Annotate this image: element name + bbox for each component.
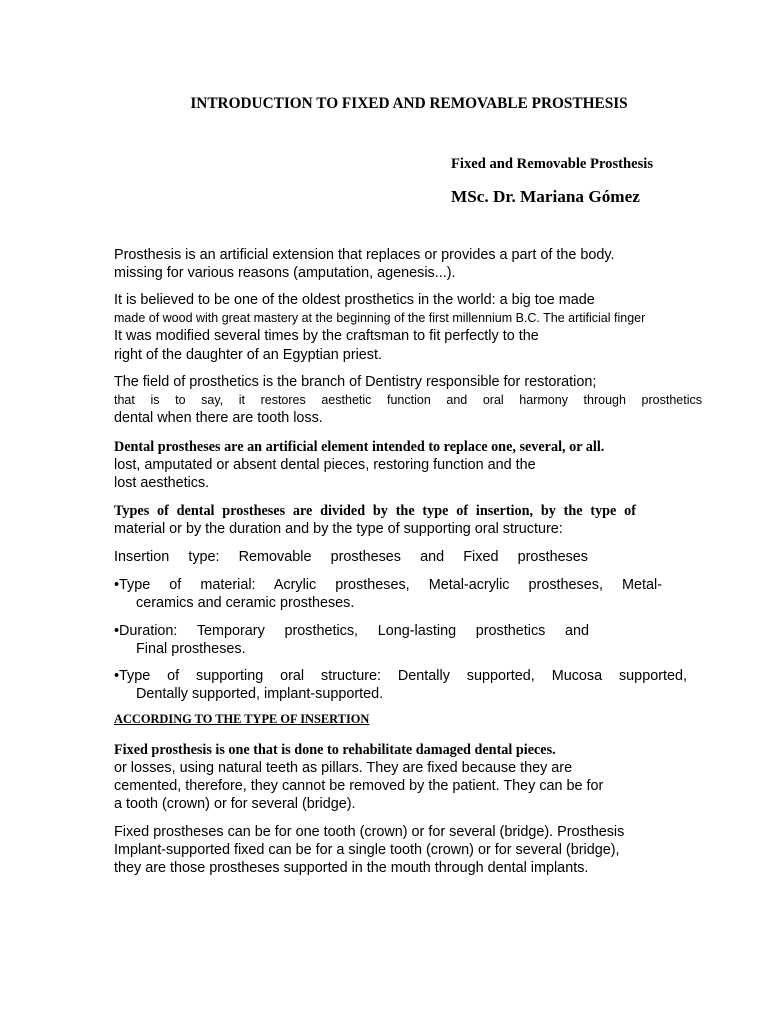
paragraph-lead-sentence: Fixed prosthesis is one that is done to rehabilitate damaged dental pieces. <box>114 742 556 758</box>
paragraph-line: The field of prosthetics is the branch of Dentistry responsible for restoration; <box>114 374 597 390</box>
paragraph-line: right of the daughter of an Egyptian priest. <box>114 347 382 363</box>
bullet-line: •Duration: Temporary prosthetics, Long-lasting prosthetics and <box>114 623 589 639</box>
paragraph-line: made of wood with great mastery at the beginning of the first millennium B.C. The artificial finger <box>114 311 646 325</box>
paragraph-line: a tooth (crown) or for several (bridge). <box>114 796 356 812</box>
bullet-continuation: Dentally supported, implant-supported. <box>136 686 384 702</box>
section-heading: ACCORDING TO THE TYPE OF INSERTION <box>114 712 370 726</box>
insertion-type-line: Insertion type: Removable prostheses and Fixed prostheses <box>114 549 588 565</box>
author-name: MSc. Dr. Mariana Gómez <box>451 187 640 206</box>
paragraph-line: It was modified several times by the craftsman to fit perfectly to the <box>114 328 539 344</box>
paragraph-line: that is to say, it restores aesthetic function and oral harmony through prosthetics <box>114 393 702 407</box>
document-title: INTRODUCTION TO FIXED AND REMOVABLE PROSTHESIS <box>190 95 628 112</box>
paragraph-line: lost aesthetics. <box>114 475 210 491</box>
paragraph-line: they are those prostheses supported in the mouth through dental implants. <box>114 860 589 876</box>
bullet-line: •Type of supporting oral structure: Dentally supported, Mucosa supported, <box>114 668 687 684</box>
paragraph-lead-sentence: Types of dental prostheses are divided by the type of insertion, by the type of <box>114 503 636 519</box>
paragraph-lead-sentence: Dental prostheses are an artificial element intended to replace one, several, or all. <box>114 439 605 455</box>
paragraph-line: Prosthesis is an artificial extension that replaces or provides a part of the body. <box>114 247 615 263</box>
paragraph-line: material or by the duration and by the type of supporting oral structure: <box>114 521 563 537</box>
course-name: Fixed and Removable Prosthesis <box>451 156 654 172</box>
bullet-continuation: Final prostheses. <box>136 641 246 657</box>
paragraph-line: lost, amputated or absent dental pieces, restoring function and the <box>114 457 536 473</box>
bullet-line: •Type of material: Acrylic prostheses, Metal-acrylic prostheses, Metal- <box>114 577 662 593</box>
paragraph-line: It is believed to be one of the oldest prosthetics in the world: a big toe made <box>114 292 595 308</box>
paragraph-line: Implant-supported fixed can be for a single tooth (crown) or for several (bridge), <box>114 842 620 858</box>
paragraph-line: or losses, using natural teeth as pillars. They are fixed because they are <box>114 760 573 776</box>
paragraph-line: dental when there are tooth loss. <box>114 410 323 426</box>
paragraph-line: cemented, therefore, they cannot be removed by the patient. They can be for <box>114 778 604 794</box>
paragraph-line: Fixed prostheses can be for one tooth (crown) or for several (bridge). Prosthesis <box>114 824 625 840</box>
bullet-continuation: ceramics and ceramic prostheses. <box>136 595 355 611</box>
paragraph-line: missing for various reasons (amputation, agenesis...). <box>114 265 456 281</box>
